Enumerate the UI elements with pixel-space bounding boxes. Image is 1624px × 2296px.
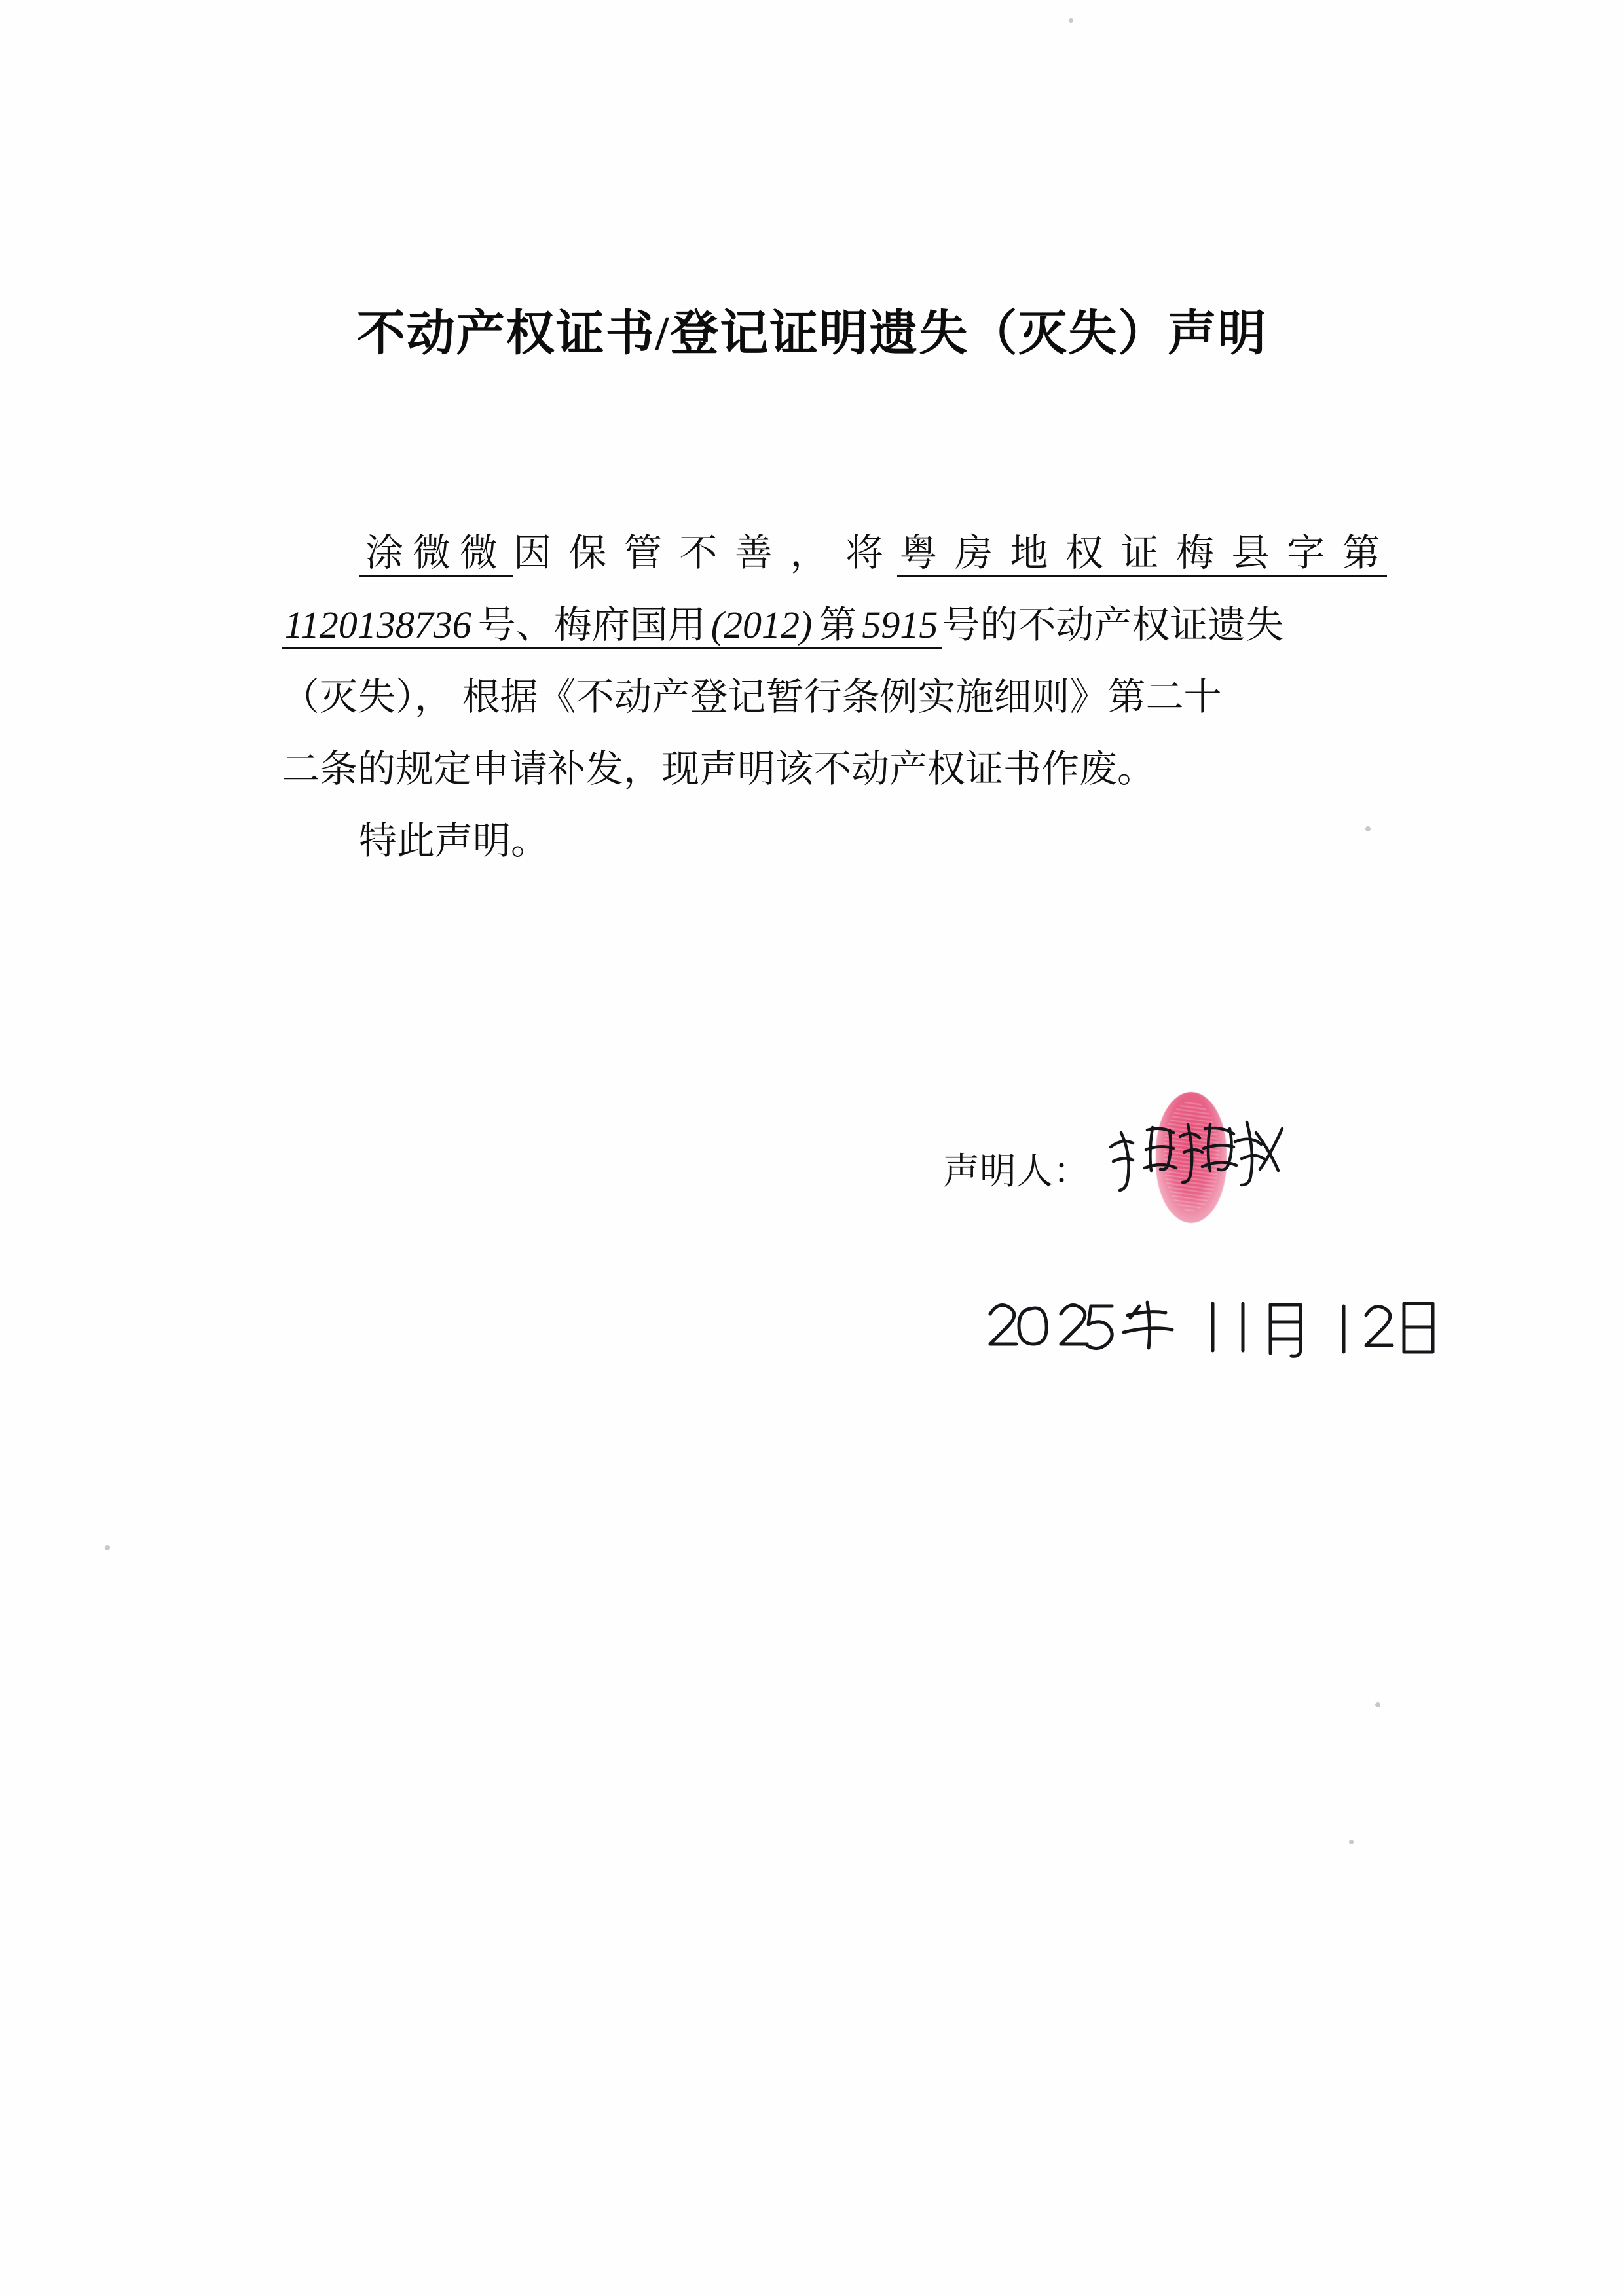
body-line-4: 二条的规定申请补发，现声明该不动产权证书作废。 bbox=[282, 748, 1156, 790]
scan-speck bbox=[105, 1545, 110, 1550]
signature-label: 声明人： bbox=[943, 1152, 1090, 1192]
scan-speck bbox=[1349, 1840, 1354, 1844]
certificate-seq-label: 第 bbox=[816, 604, 859, 649]
closing-statement: 特此声明。 bbox=[359, 820, 549, 862]
body-line-1-middle: 因 保 管 不 善 ， 将 bbox=[513, 532, 888, 574]
fingerprint-stamp bbox=[1156, 1092, 1227, 1223]
body-line-5 bbox=[282, 805, 1388, 877]
declaration-body bbox=[282, 517, 1388, 877]
body-line-2-tail: 号的不动产权证遗失 bbox=[942, 604, 1284, 646]
certificate-year-blank: (2012) bbox=[709, 604, 817, 649]
certificate-unit-1: 号、梅府国用 bbox=[475, 604, 709, 649]
certificate-seq-number: 5915 bbox=[859, 604, 942, 649]
page-title: 不动产权证书/登记证明遗失（灭失）声明 bbox=[356, 306, 1268, 361]
body-line-1 bbox=[282, 517, 1388, 589]
body-line-2 bbox=[282, 589, 1388, 661]
scan-speck bbox=[1069, 18, 1073, 23]
declarant-name-blank: 涂微微 bbox=[359, 532, 513, 577]
certificate-prefix-blank: 粤 房 地 权 证 梅 县 字 第 bbox=[897, 532, 1387, 577]
handwritten-date bbox=[982, 1286, 1441, 1372]
scan-speck bbox=[1375, 1702, 1380, 1707]
certificate-number-blank: 1120138736 bbox=[282, 604, 475, 649]
body-line-3: （灭失）， 根据《不动产登记暂行条例实施细则》第二十 bbox=[282, 676, 1222, 718]
